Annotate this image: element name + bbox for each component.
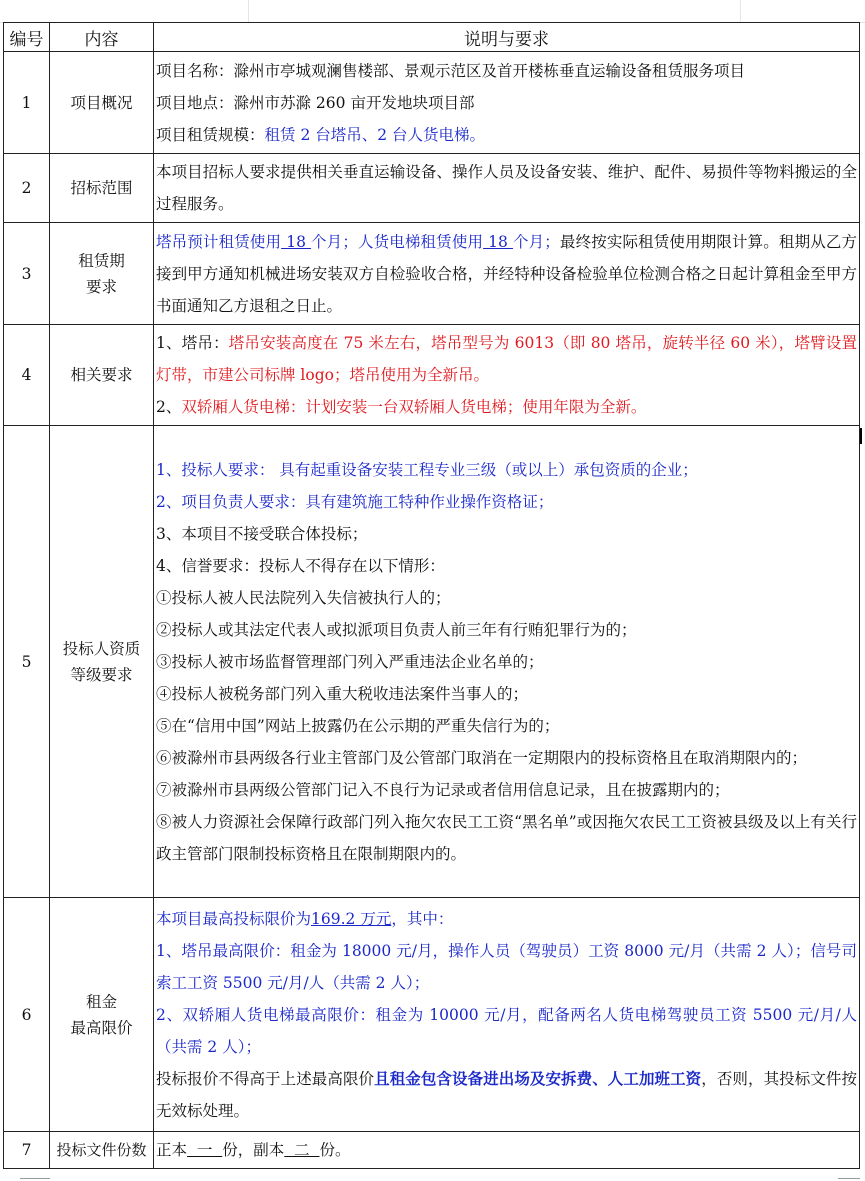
- column-gridline: [740, 0, 741, 22]
- price-rule-tail: ，否则，其投标文件按无效标处理。: [156, 1069, 857, 1120]
- category-line: 投标人资质: [62, 639, 141, 658]
- elevator-index: 2、: [156, 398, 182, 416]
- row-category: 项目概况: [50, 52, 154, 154]
- row-number: 1: [4, 52, 50, 154]
- row-category: [50, 426, 154, 898]
- row-number: 5: [4, 426, 50, 898]
- qualification-item: ⑦被滁州市县两级公管部门记入不良行为记录或者信用信息记录，且在披露期内的；: [156, 780, 730, 799]
- qualification-item: ③投标人被市场监督管理部门列入严重违法企业名单的；: [156, 652, 544, 671]
- category-line: 租金: [85, 992, 117, 1011]
- tower-crane-lease-label: 塔吊预计租赁使用: [156, 232, 282, 251]
- elevator-price: 2、双轿厢人货电梯最高限价：租金为 10000 元/月，配备两名人货电梯驾驶员工资 5500 元/月/人 （共需 2 人）；: [156, 1005, 857, 1056]
- copies-suffix: 份。: [319, 1141, 351, 1159]
- max-price-label: 本项目最高投标限价为: [156, 909, 312, 928]
- qualification-item: ①投标人被人民法院列入失信被执行人的；: [156, 588, 451, 607]
- qualification-item: 4、信誉要求：投标人不得存在以下情形：: [156, 556, 445, 575]
- qualification-item: 1、投标人要求： 具有起重设备安装工程专业三级（或以上）承包资质的企业；: [156, 460, 698, 479]
- row-description: [154, 1132, 860, 1169]
- header-desc: 说明与要求: [154, 23, 860, 52]
- table-header-row: [4, 23, 860, 52]
- rental-scale-line: [156, 119, 857, 151]
- qualification-item: ②投标人或其法定代表人或拟派项目负责人前三年有行贿犯罪行为的；: [156, 620, 637, 639]
- elevator-lease-label: 个月；人货电梯租赁使用: [311, 232, 484, 251]
- tower-crane-requirement: [156, 327, 857, 391]
- row-category: 投标文件份数: [50, 1132, 154, 1169]
- qualification-item: ⑧被人力资源社会保障行政部门列入拖欠农民工工资“黑名单”或因拖欠农民工工资被县级及以上有关行政主管部门限制投标资格且在限制期限内的。: [156, 812, 857, 863]
- row-number: 7: [4, 1132, 50, 1169]
- page-edge-mark: [20, 1178, 50, 1179]
- table-row: [4, 426, 860, 898]
- page-edge-mark: [838, 1178, 860, 1179]
- project-name-line: 项目名称：滁州市亭城观澜售楼部、景观示范区及首开楼栋垂直运输设备租赁服务项目: [156, 61, 746, 80]
- text-cursor: [860, 428, 862, 444]
- elevator-spec: 双轿厢人货电梯：计划安装一台双轿厢人货电梯；使用年限为全新。: [181, 398, 647, 416]
- qualification-item: 3、本项目不接受联合体投标；: [156, 524, 368, 543]
- price-rule-lead: 投标报价不得高于上述最高限价: [156, 1069, 375, 1088]
- tower-crane-months: 18: [281, 232, 312, 251]
- qualification-item: ⑤在“信用中国”网站上披露仍在公示期的严重失信行为的；: [156, 716, 560, 735]
- elevator-months: 18: [483, 232, 513, 251]
- row-description: [154, 325, 860, 426]
- table-row: [4, 52, 860, 154]
- row-number: 3: [4, 223, 50, 325]
- category-line: 最高限价: [70, 1018, 133, 1037]
- header-content: 内容: [50, 23, 154, 52]
- row-description: [154, 426, 860, 898]
- project-location-line: 项目地点：滁州市苏滁 260 亩开发地块项目部: [156, 93, 475, 112]
- elevator-requirement: [156, 391, 857, 423]
- column-gridline: [248, 0, 249, 22]
- price-rule-emphasis: 且租金包含设备进出场及安拆费、人工加班工资: [374, 1068, 702, 1088]
- table-row: [4, 1132, 860, 1169]
- spreadsheet-header-strip: [0, 0, 865, 23]
- category-line: 等级要求: [70, 665, 133, 684]
- copies-line: [156, 1134, 857, 1166]
- row-number: 6: [4, 898, 50, 1132]
- row-description: [154, 223, 860, 325]
- row-description: [154, 154, 860, 223]
- qualification-item: ④投标人被税务部门列入重大税收违法案件当事人的；: [156, 684, 529, 703]
- tower-crane-price: 1、塔吊最高限价：租金为 18000 元/月，操作人员（驾驶员）工资 8000 元/月（共需 2 人）；信号司索工工资 5500 元/月/人（共需 2 人）；: [156, 941, 857, 992]
- category-line: 要求: [85, 277, 117, 296]
- rental-scale-value: 租赁 2 台塔吊、2 台人货电梯。: [264, 125, 486, 144]
- table-row: [4, 223, 860, 325]
- row-description: [154, 52, 860, 154]
- months-suffix: 个月；: [512, 232, 560, 251]
- max-price-suffix: ，其中：: [391, 909, 454, 928]
- rental-scale-label: 项目租赁规模：: [156, 125, 265, 144]
- lease-period-text: [156, 226, 857, 322]
- original-count: 一: [187, 1141, 223, 1159]
- row-category: 招标范围: [50, 154, 154, 223]
- header-num: 编号: [4, 23, 50, 52]
- row-category: [50, 223, 154, 325]
- table-row: [4, 325, 860, 426]
- copy-count: 二: [284, 1141, 320, 1159]
- table-row: [4, 154, 860, 223]
- copy-label: 份，副本: [222, 1141, 285, 1159]
- tender-requirements-table: [3, 22, 860, 1169]
- qualification-item: 2、项目负责人要求：具有建筑施工特种作业操作资格证；: [156, 492, 554, 511]
- table-row: [4, 898, 860, 1132]
- category-line: 租赁期: [78, 251, 125, 270]
- lease-period-rule: 最终按实际租赁使用期限计算。租期从乙方接到甲方通知机械进场安装双方自检验收合格，并经特种设备检验单位检测合格之日起计算租金至甲方书面通知乙方退租之日止。: [156, 232, 857, 315]
- price-rule: [156, 1063, 857, 1127]
- row-description: [154, 898, 860, 1132]
- row-category: [50, 898, 154, 1132]
- max-price-value: 169.2 万元: [311, 909, 392, 928]
- max-price-line: [156, 903, 857, 935]
- tower-crane-label: 1、塔吊：: [156, 334, 229, 352]
- original-label: 正本: [156, 1141, 188, 1159]
- row-category: 相关要求: [50, 325, 154, 426]
- tower-crane-spec: 塔吊安装高度在 75 米左右，塔吊型号为 6013（即 80 塔吊，旋转半径 60 米），塔臂设置灯带，市建公司标牌 logo；塔吊使用为全新吊。: [156, 334, 857, 384]
- row-number: 4: [4, 325, 50, 426]
- qualification-item: ⑥被滁州市县两级各行业主管部门及公管部门取消在一定期限内的投标资格且在取消期限内的；: [156, 748, 808, 767]
- scope-text: 本项目招标人要求提供相关垂直运输设备、操作人员及设备安装、维护、配件、易损件等物料搬运的全过程服务。: [156, 163, 857, 213]
- row-number: 2: [4, 154, 50, 223]
